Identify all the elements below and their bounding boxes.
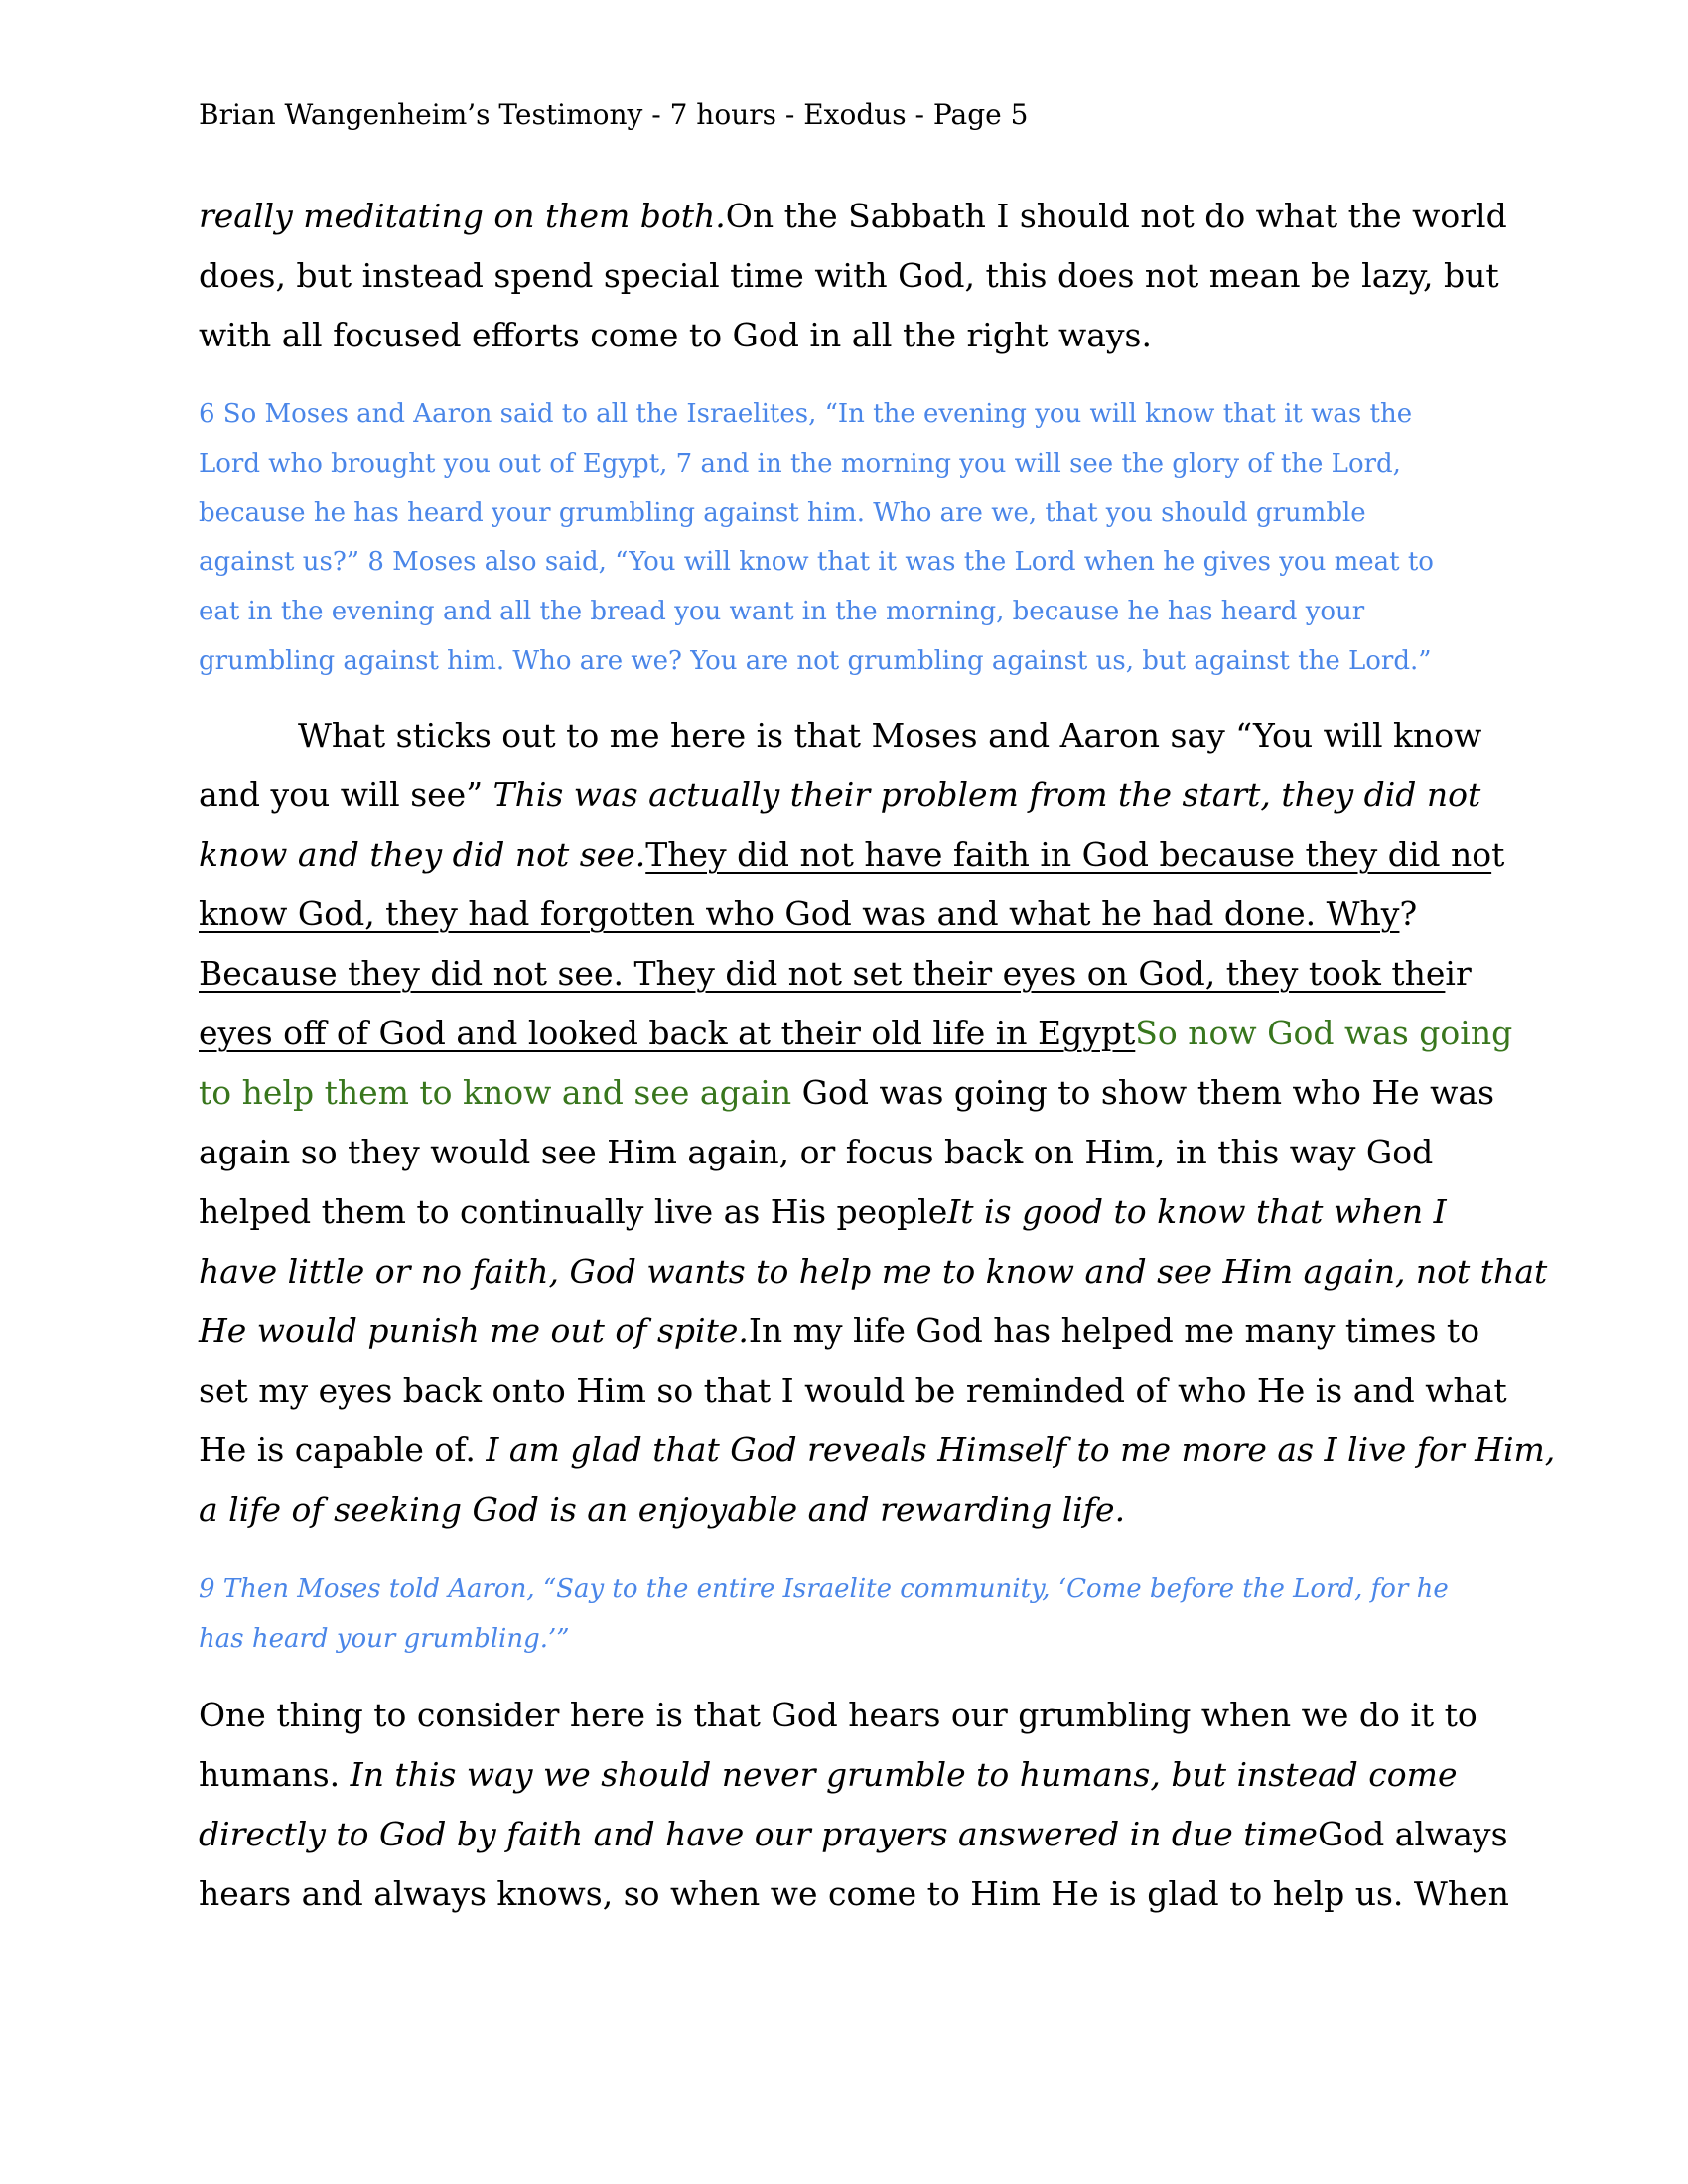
text-span: God was going to show them who He was <box>791 1073 1495 1112</box>
scripture-line: 6 So Moses and Aaron said to all the Israelites, “In the evening you will know that it was the <box>199 399 1413 429</box>
text-line <box>199 1421 1556 1480</box>
text-span: In my life God has helped me many times to <box>748 1311 1480 1350</box>
underlined-text: eyes off of God and looked back at their old life in Egypt <box>199 1014 1136 1052</box>
text-line: again so they would see Him again, or focus back on Him, in this way God <box>199 1133 1434 1171</box>
text-line: One thing to consider here is that God hears our grumbling when we do it to <box>199 1696 1477 1734</box>
text-span: He is capable of. <box>199 1431 487 1469</box>
text-line: What sticks out to me here is that Moses and Aaron say “You will know <box>298 716 1482 754</box>
page-header: Brian Wangenheim’s Testimony - 7 hours - Exodus - Page 5 <box>199 98 1029 131</box>
scripture-line: against us?” 8 Moses also said, “You will know that it was the Lord when he gives you meat to <box>199 547 1434 578</box>
italic-text: I am glad that God reveals Himself to me more as I live for Him, <box>486 1431 1556 1469</box>
text-span: ? <box>1399 894 1418 933</box>
italic-text: It is good to know that when I <box>947 1192 1447 1231</box>
scripture-line: because he has heard your grumbling against him. Who are we, that you should grumble <box>199 497 1366 528</box>
scripture-passage-6-8 <box>199 390 1499 687</box>
text-line: does, but instead spend special time with God, this does not mean be lazy, but <box>199 256 1499 295</box>
text-span: ir <box>1445 954 1472 993</box>
text-span: humans. <box>199 1755 351 1794</box>
underlined-text: know God, they had forgotten who God was and what he had done. Why <box>199 894 1400 933</box>
scripture-line: eat in the evening and all the bread you want in the morning, because he has heard your <box>199 597 1365 627</box>
scripture-line: has heard your grumbling.’” <box>199 1623 570 1654</box>
text-line <box>199 1480 1509 1540</box>
text-line: hears and always knows, so when we come to Him He is glad to help us. When <box>199 1874 1509 1913</box>
text-line <box>199 1805 1509 1864</box>
scripture-line: 9 Then Moses told Aaron, “Say to the entire Israelite community, ‘Come before the Lord, for he <box>199 1574 1449 1604</box>
italic-text: This was actually their problem from the start, they did not <box>483 775 1481 814</box>
underlined-text: Because they did not see. They did not set their eyes on God, they took the <box>199 954 1446 993</box>
paragraph-grumbling <box>199 1686 1509 1924</box>
text-line <box>199 1745 1509 1805</box>
paragraph-know-and-see <box>199 706 1556 1540</box>
text-line: set my eyes back onto Him so that I would be reminded of who He is and what <box>199 1371 1507 1410</box>
italic-text: know and they did not see. <box>199 835 646 874</box>
text-line <box>199 1004 1513 1063</box>
italic-text: a life of seeking God is an enjoyable and rewarding life. <box>199 1490 1126 1529</box>
underlined-text: They did not have faith in God because they did no <box>645 835 1492 874</box>
italic-text: He would punish me out of spite. <box>199 1311 749 1350</box>
text-span: t <box>1491 835 1505 874</box>
scripture-line: grumbling against him. Who are we? You are not grumbling against us, but against the Lord.” <box>199 645 1432 676</box>
highlighted-green-text: So now God was going <box>1135 1014 1513 1052</box>
italic-text: have little or no faith, God wants to help me to know and see Him again, not that <box>199 1252 1548 1291</box>
italic-text: directly to God by faith and have our prayers answered in due time <box>199 1815 1318 1853</box>
text-line <box>199 885 1509 944</box>
text-span: God always <box>1317 1815 1508 1853</box>
text-line <box>199 765 1509 825</box>
text-line <box>199 187 1509 246</box>
text-line <box>199 944 1509 1004</box>
text-line: with all focused efforts come to God in all the right ways. <box>199 316 1152 354</box>
scripture-passage-9 <box>199 1566 1499 1665</box>
text-span: and you will see” <box>199 775 484 814</box>
text-span: helped them to continually live as His people <box>199 1192 948 1231</box>
text-line <box>199 1182 1509 1242</box>
text-line <box>199 1242 1548 1301</box>
italic-text: really meditating on them both. <box>199 197 726 235</box>
text-line <box>199 1301 1509 1361</box>
text-line <box>199 1063 1509 1123</box>
scripture-line: Lord who brought you out of Egypt, 7 and in the morning you will see the glory of the Lord, <box>199 448 1401 478</box>
paragraph-sabbath <box>199 187 1509 365</box>
text-line <box>199 825 1509 885</box>
highlighted-green-text: to help them to know and see again <box>199 1073 792 1112</box>
italic-text: In this way we should never grumble to humans, but instead come <box>350 1755 1458 1794</box>
text-span: On the Sabbath I should not do what the world <box>725 197 1507 235</box>
